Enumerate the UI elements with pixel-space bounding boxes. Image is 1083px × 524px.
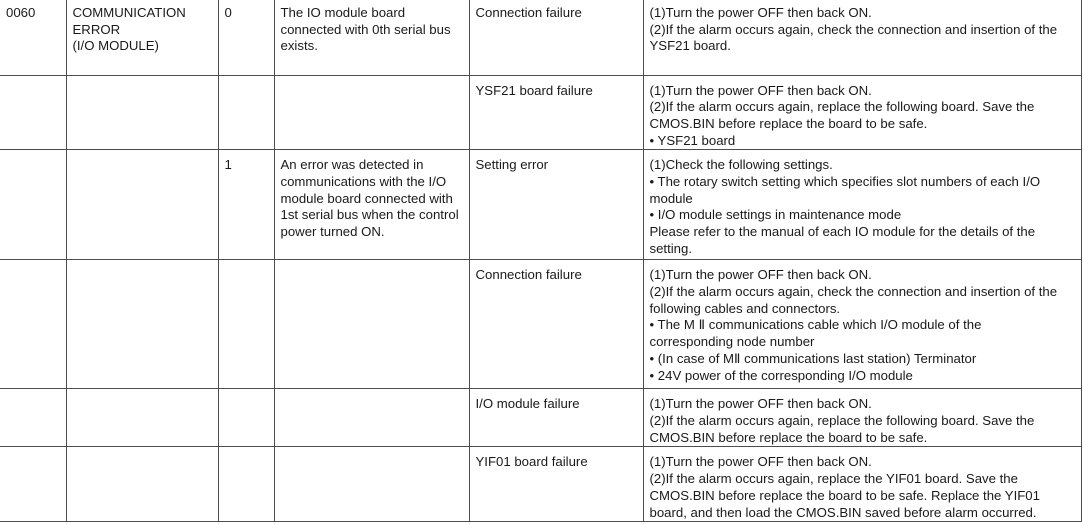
table-row bbox=[0, 75, 1081, 150]
alarm-code-cell bbox=[0, 260, 66, 389]
remedy-line: CMOS.BIN before replace the board to be safe. bbox=[649, 115, 928, 131]
description-line: connected with 0th serial bus bbox=[280, 21, 451, 37]
table-row bbox=[0, 150, 1081, 260]
description-cell bbox=[274, 150, 469, 260]
description-cell bbox=[274, 0, 469, 75]
description-cell bbox=[274, 75, 469, 150]
remedy-cell bbox=[643, 150, 1081, 260]
description-line: An error was detected in bbox=[280, 157, 424, 173]
sub-code: 1 bbox=[224, 157, 232, 173]
sub-code-cell bbox=[218, 0, 274, 75]
remedy-line: board, and then load the CMOS.BIN saved before alarm occurred. bbox=[649, 504, 1037, 520]
remedy-line: Please refer to the manual of each IO module for the details of the bbox=[649, 224, 1036, 240]
cause-text: YSF21 board failure bbox=[475, 82, 593, 98]
remedy-line: • I/O module settings in maintenance mode bbox=[649, 207, 902, 223]
remedy-line: module bbox=[649, 190, 693, 206]
remedy-line: (1)Turn the power OFF then back ON. bbox=[649, 5, 872, 20]
alarm-code-cell bbox=[0, 75, 66, 150]
sub-code-cell bbox=[218, 260, 274, 389]
remedy-line: YSF21 board. bbox=[649, 38, 731, 54]
remedy-line: CMOS.BIN before replace the board to be safe. bbox=[649, 429, 928, 445]
remedy-cell bbox=[643, 447, 1081, 522]
remedy-line: (2)If the alarm occurs again, check the connection and insertion of the bbox=[649, 21, 1058, 37]
table-row bbox=[0, 260, 1081, 389]
remedy-line: (1)Turn the power OFF then back ON. bbox=[649, 82, 872, 98]
remedy-line: (2)If the alarm occurs again, replace the YIF01 board. Save the bbox=[649, 471, 1018, 487]
remedy-line: • YSF21 board bbox=[649, 132, 736, 148]
alarm-message-line: COMMUNICATION bbox=[72, 5, 186, 20]
description-cell bbox=[274, 389, 469, 447]
description-line: The IO module board bbox=[280, 5, 406, 20]
table-row bbox=[0, 0, 1081, 75]
remedy-line: (2)If the alarm occurs again, replace the following board. Save the bbox=[649, 413, 1035, 429]
cause-text: YIF01 board failure bbox=[475, 454, 588, 470]
sub-code-cell bbox=[218, 389, 274, 447]
alarm-message-cell bbox=[66, 75, 218, 150]
description-line: exists. bbox=[280, 38, 318, 54]
alarm-message-cell bbox=[66, 150, 218, 260]
remedy-cell bbox=[643, 260, 1081, 389]
remedy-line: • (In case of MⅡ communications last station) Terminator bbox=[649, 350, 977, 366]
table-row bbox=[0, 389, 1081, 447]
alarm-code-cell bbox=[0, 150, 66, 260]
alarm-message-line: ERROR bbox=[72, 21, 121, 37]
cause-cell bbox=[469, 260, 643, 389]
cause-cell bbox=[469, 389, 643, 447]
sub-code-cell bbox=[218, 150, 274, 260]
alarm-message-line: (I/O MODULE) bbox=[72, 38, 159, 54]
description-cell bbox=[274, 447, 469, 522]
alarm-code-cell bbox=[0, 447, 66, 522]
sub-code-cell bbox=[218, 75, 274, 150]
remedy-cell bbox=[643, 75, 1081, 150]
alarm-code-cell bbox=[0, 0, 66, 75]
remedy-line: corresponding node number bbox=[649, 334, 815, 350]
remedy-line: (1)Turn the power OFF then back ON. bbox=[649, 267, 872, 283]
description-line: communications with the I/O bbox=[280, 174, 447, 190]
description-line: 1st serial bus when the control bbox=[280, 207, 459, 223]
remedy-line: (1)Turn the power OFF then back ON. bbox=[649, 454, 872, 470]
remedy-line: (2)If the alarm occurs again, replace the following board. Save the bbox=[649, 99, 1035, 115]
remedy-line: CMOS.BIN before replace the board to be safe. Replace the YIF01 bbox=[649, 487, 1040, 503]
description-line: power turned ON. bbox=[280, 224, 385, 240]
table-row bbox=[0, 447, 1081, 522]
cause-cell bbox=[469, 75, 643, 150]
alarm-code: 0060 bbox=[6, 5, 36, 20]
remedy-cell bbox=[643, 0, 1081, 75]
cause-cell bbox=[469, 447, 643, 522]
remedy-line: (1)Check the following settings. bbox=[649, 157, 833, 173]
sub-code-cell bbox=[218, 447, 274, 522]
cause-cell bbox=[469, 150, 643, 260]
remedy-line: (2)If the alarm occurs again, check the connection and insertion of the bbox=[649, 284, 1058, 300]
alarm-message-cell bbox=[66, 0, 218, 75]
cause-text: Setting error bbox=[475, 157, 549, 173]
description-line: module board connected with bbox=[280, 190, 453, 206]
alarm-code-cell bbox=[0, 389, 66, 447]
remedy-line: setting. bbox=[649, 240, 693, 256]
description-cell bbox=[274, 260, 469, 389]
cause-text: Connection failure bbox=[475, 5, 582, 20]
remedy-line: following cables and connectors. bbox=[649, 300, 841, 316]
alarm-message-cell bbox=[66, 447, 218, 522]
remedy-cell bbox=[643, 389, 1081, 447]
cause-cell bbox=[469, 0, 643, 75]
remedy-line: • The M Ⅱ communications cable which I/O module of the bbox=[649, 317, 982, 333]
cause-text: I/O module failure bbox=[475, 396, 580, 412]
alarm-message-cell bbox=[66, 389, 218, 447]
remedy-line: • The rotary switch setting which specifies slot numbers of each I/O bbox=[649, 174, 1041, 190]
remedy-line: (1)Turn the power OFF then back ON. bbox=[649, 396, 872, 412]
alarm-message-cell bbox=[66, 260, 218, 389]
remedy-line: • 24V power of the corresponding I/O module bbox=[649, 367, 913, 383]
cause-text: Connection failure bbox=[475, 267, 582, 283]
sub-code: 0 bbox=[224, 5, 232, 20]
